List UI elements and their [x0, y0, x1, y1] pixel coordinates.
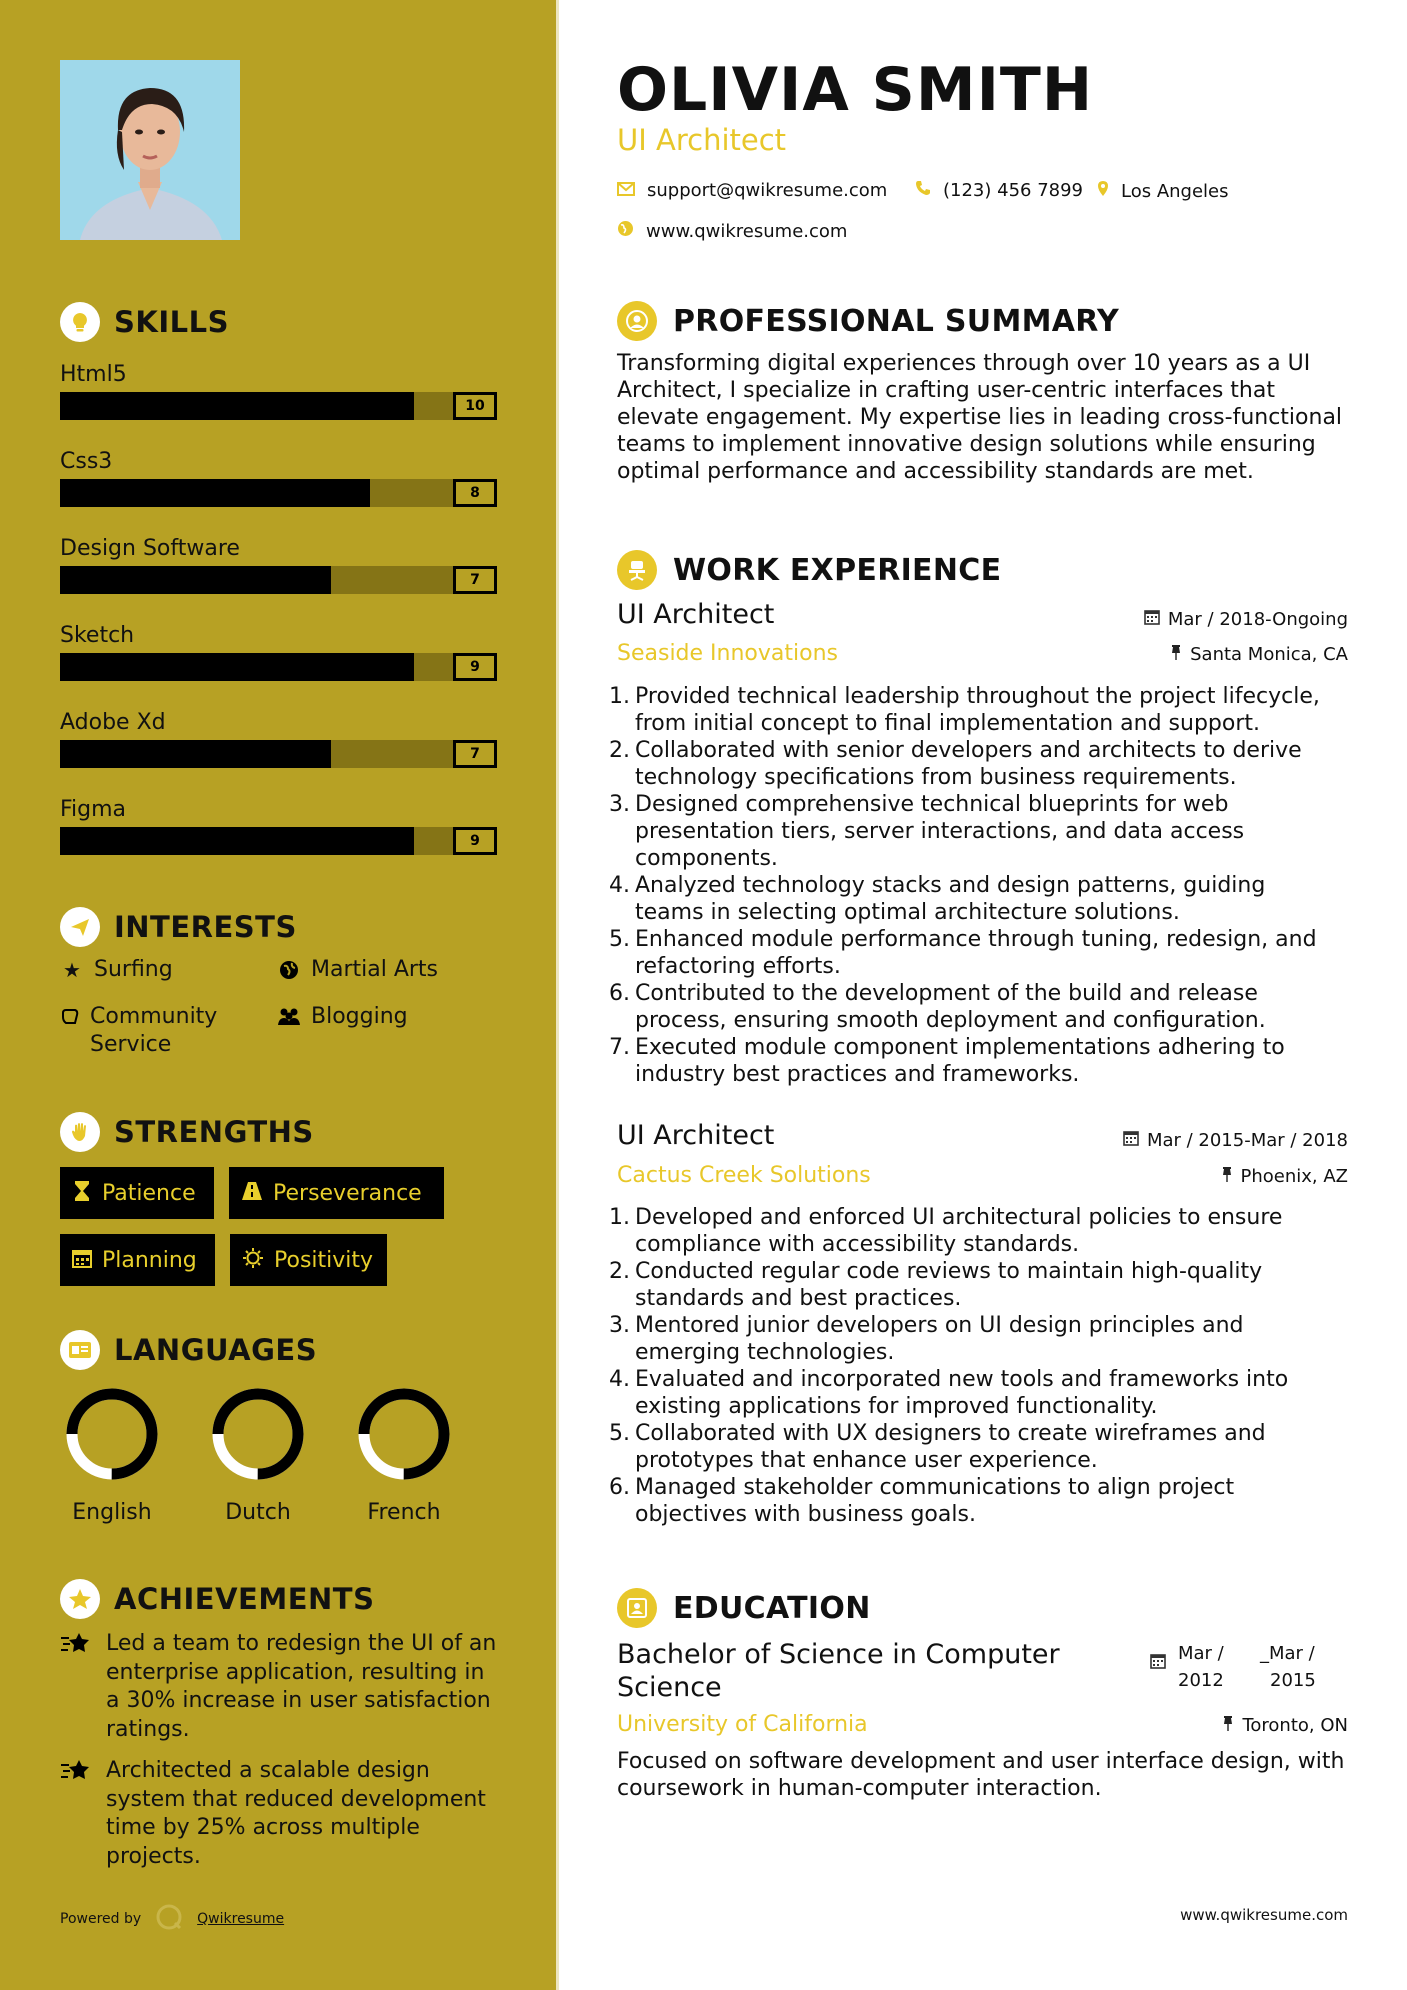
strength-label: Patience: [102, 1180, 196, 1206]
bullet-line: objectives with business goals.: [635, 1502, 976, 1527]
candidate-name: OLIVIA SMITH: [617, 55, 1094, 125]
globe-icon: [617, 220, 634, 242]
interest-community-service: [60, 1003, 260, 1059]
language-ring: [358, 1388, 450, 1480]
skill-bar: [60, 392, 497, 420]
skill-level: 10: [453, 392, 497, 420]
bullet-line: teams in selecting optimal architecture solutions.: [635, 900, 1180, 925]
skill-level: 7: [453, 740, 497, 768]
degree-title: [617, 1638, 1060, 1704]
bullet-line: compliance with accessibility standards.: [635, 1232, 1080, 1257]
bullet-text: [635, 1366, 1288, 1420]
bullet-line: emerging technologies.: [635, 1340, 895, 1365]
languages-heading: [60, 1330, 317, 1370]
edu-end-date: [1260, 1640, 1316, 1694]
skill-bar: [60, 653, 497, 681]
bullet-number: 2.: [609, 738, 630, 763]
achievements-heading: [60, 1579, 374, 1619]
id-card-icon: [60, 1330, 100, 1370]
paper-plane-icon: [60, 907, 100, 947]
bullet-line: components.: [635, 846, 778, 871]
office-chair-icon: [617, 550, 657, 590]
bullet-text: [635, 1258, 1262, 1312]
skill-bar-fill: [60, 740, 331, 768]
phone-icon: [915, 180, 931, 201]
school-location: [1222, 1715, 1348, 1736]
bullet-text: [635, 1474, 1234, 1528]
skill-bar: [60, 740, 497, 768]
bullet-line: Provided technical leadership throughout the project lifecycle,: [635, 684, 1320, 709]
bullet-number: 3.: [609, 1313, 630, 1338]
interests-title: INTERESTS: [114, 910, 297, 944]
degree-line: Science: [617, 1672, 722, 1703]
calendar-icon: [72, 1248, 92, 1273]
interest-label: Surfing: [94, 957, 173, 982]
bullet-number: 7.: [609, 1035, 630, 1060]
job-company: Cactus Creek Solutions: [617, 1163, 871, 1188]
bullet-text: [635, 1204, 1282, 1258]
school-location-text: Toronto, ON: [1242, 1715, 1348, 1736]
skill-bar: [60, 479, 497, 507]
contact-phone: [915, 180, 1083, 201]
achievement-item: [60, 1757, 500, 1871]
calendar-icon: [1144, 609, 1160, 630]
skill-name: Css3: [60, 449, 113, 474]
education-title: EDUCATION: [673, 1590, 871, 1626]
sidebar-divider: [556, 0, 559, 1990]
job-location-text: Phoenix, AZ: [1240, 1166, 1348, 1187]
contact-location: [1097, 180, 1229, 202]
language-name: French: [367, 1500, 441, 1525]
summary-title: PROFESSIONAL SUMMARY: [673, 303, 1120, 339]
job-dates: [1123, 1130, 1348, 1151]
languages-title: LANGUAGES: [114, 1333, 318, 1367]
hourglass-icon: [72, 1180, 92, 1207]
bullet-line: Analyzed technology stacks and design patterns, guiding: [635, 873, 1266, 898]
pushpin-icon: [1170, 644, 1182, 665]
bullet-line: from initial concept to final implementation and support.: [635, 711, 1261, 736]
job-bullet: [609, 683, 1364, 737]
powered-by-label: Powered by: [60, 1911, 142, 1927]
strengths-heading: [60, 1112, 314, 1152]
job-title: UI Architect: [617, 599, 775, 630]
job-bullet: [609, 1204, 1364, 1258]
skill-level: 9: [453, 827, 497, 855]
job-bullet: [609, 1034, 1364, 1088]
skill-level: 7: [453, 566, 497, 594]
job-bullets: [609, 1204, 1364, 1528]
edu-start-year: 2012: [1178, 1670, 1224, 1691]
skill-name: Sketch: [60, 623, 135, 648]
education-heading: [617, 1588, 871, 1628]
map-pin-icon: [1097, 180, 1109, 202]
bullet-line: standards and best practices.: [635, 1286, 962, 1311]
strength-planning: [60, 1234, 215, 1286]
bullet-text: [635, 683, 1320, 737]
bullet-text: [635, 926, 1317, 980]
job-dates: [1144, 609, 1348, 630]
graduate-icon: [617, 1588, 657, 1628]
strength-positivity: [230, 1234, 387, 1286]
job-bullet: [609, 872, 1364, 926]
bullet-text: [635, 791, 1244, 872]
language-name: English: [72, 1500, 152, 1525]
achievement-text: Led a team to redesign the UI of an enterprise application, resulting in a 30% increase in user satisfaction ratings.: [106, 1631, 497, 1742]
bullet-number: 6.: [609, 1475, 630, 1500]
shooting-star-icon: [60, 1630, 92, 1744]
language-ring: [212, 1388, 304, 1480]
interest-surfing: [60, 956, 173, 984]
bullet-line: Executed module component implementations adhering to: [635, 1035, 1285, 1060]
bullet-number: 3.: [609, 792, 630, 817]
job-bullets: [609, 683, 1364, 1088]
candidate-role: UI Architect: [617, 123, 787, 157]
skill-name: Html5: [60, 362, 127, 387]
job-bullet: [609, 1366, 1364, 1420]
pushpin-icon: [1222, 1715, 1234, 1736]
bullet-line: Collaborated with senior developers and architects to derive: [635, 738, 1302, 763]
experience-heading: [617, 550, 1001, 590]
skill-level: 9: [453, 653, 497, 681]
users-icon: [277, 1003, 301, 1031]
interest-label: Martial Arts: [311, 957, 439, 982]
bullet-line: Conducted regular code reviews to maintain high-quality: [635, 1259, 1263, 1284]
skill-name: Adobe Xd: [60, 710, 166, 735]
qwikresume-link[interactable]: Qwikresume: [197, 1911, 285, 1927]
interest-blogging: [277, 1003, 408, 1031]
bullet-line: Collaborated with UX designers to create wireframes and: [635, 1421, 1266, 1446]
edu-end-month: Mar /: [1269, 1643, 1315, 1664]
bullet-number: 5.: [609, 927, 630, 952]
skill-bar-fill: [60, 827, 414, 855]
bullet-line: prototypes that enhance user experience.: [635, 1448, 1098, 1473]
job-location: [1221, 1166, 1349, 1187]
bullet-number: 1.: [609, 684, 630, 709]
bullet-line: existing applications for improved functionality.: [635, 1394, 1158, 1419]
envelope-icon: [617, 181, 635, 201]
bullet-line: industry best practices and frameworks.: [635, 1062, 1080, 1087]
bullet-line: Designed comprehensive technical blueprints for web: [635, 792, 1229, 817]
job-dates-text: Mar / 2015-Mar / 2018: [1146, 1130, 1348, 1151]
star-badge-icon: [60, 1579, 100, 1619]
strength-label: Perseverance: [273, 1180, 422, 1206]
skill-bar-fill: [60, 566, 331, 594]
hand-icon: [60, 1003, 80, 1031]
job-bullet: [609, 791, 1364, 872]
language-ring-center: [78, 1400, 146, 1468]
bullet-text: [635, 872, 1265, 926]
bullet-text: [635, 737, 1302, 791]
job-dates-text: Mar / 2018-Ongoing: [1167, 609, 1348, 630]
language-ring: [66, 1388, 158, 1480]
job-location: [1170, 644, 1348, 665]
language-ring-center: [370, 1400, 438, 1468]
skill-bar-fill: [60, 653, 414, 681]
interest-martial-arts: [277, 956, 438, 984]
bullet-line: technology specifications from business requirements.: [635, 765, 1237, 790]
experience-title: WORK EXPERIENCE: [673, 552, 1002, 588]
bullet-number: 5.: [609, 1421, 630, 1446]
footer-url[interactable]: www.qwikresume.com: [1180, 1906, 1348, 1924]
skill-bar-fill: [60, 479, 370, 507]
edu-end-year: 2015: [1270, 1670, 1316, 1691]
bullet-line: process, ensuring smooth deployment and configuration.: [635, 1008, 1266, 1033]
job-bullet: [609, 980, 1364, 1034]
skills-title: SKILLS: [114, 305, 229, 339]
job-bullet: [609, 1474, 1364, 1528]
calendar-icon: [1123, 1130, 1139, 1151]
interests-heading: [60, 907, 297, 947]
skill-level: 8: [453, 479, 497, 507]
qwikresume-logo-icon: [155, 1903, 183, 1935]
bullet-line: Managed stakeholder communications to align project: [635, 1475, 1235, 1500]
edu-start-month: Mar /: [1178, 1643, 1224, 1664]
contact-website: [617, 220, 847, 242]
education-description: Focused on software development and user interface design, with coursework in human-computer interaction.: [617, 1749, 1345, 1801]
email-text[interactable]: support@qwikresume.com: [647, 180, 888, 201]
strength-label: Planning: [102, 1247, 197, 1273]
phone-text: (123) 456 7899: [943, 180, 1084, 201]
language-ring-center: [224, 1400, 292, 1468]
bullet-number: 1.: [609, 1205, 630, 1230]
bullet-line: Contributed to the development of the build and release: [635, 981, 1258, 1006]
job-bullet: [609, 1312, 1364, 1366]
job-bullet: [609, 1258, 1364, 1312]
road-icon: [241, 1181, 263, 1206]
profile-photo: [60, 60, 240, 240]
bullet-line: Enhanced module performance through tuning, redesign, and: [635, 927, 1317, 952]
strengths-title: STRENGTHS: [114, 1115, 314, 1149]
interest-label: Blogging: [311, 1004, 408, 1029]
achievement-text: Architected a scalable design system that reduced development time by 25% across multiple projects.: [106, 1758, 486, 1869]
bullet-line: Evaluated and incorporated new tools and frameworks into: [635, 1367, 1289, 1392]
bullet-line: presentation tiers, server interactions, and data access: [635, 819, 1245, 844]
achievements-title: ACHIEVEMENTS: [114, 1582, 375, 1616]
job-company: Seaside Innovations: [617, 641, 838, 666]
bullet-text: [635, 980, 1266, 1034]
location-text: Los Angeles: [1121, 180, 1229, 202]
hand-raised-icon: [60, 1112, 100, 1152]
bullet-number: 4.: [609, 873, 630, 898]
pushpin-icon: [1221, 1166, 1233, 1187]
interest-label: Community Service: [90, 1004, 218, 1057]
user-icon: [617, 301, 657, 341]
sun-icon: [242, 1247, 264, 1274]
shooting-star-icon: [60, 1757, 92, 1871]
summary-text: Transforming digital experiences through over 10 years as a UI Architect, I specialize in crafting user-centric interfaces that elevate engagement. My expertise lies in leading cross-functional teams to implement innovative design solutions while ensuring optimal performance and accessibility standards are met.: [617, 351, 1343, 484]
skills-heading: [60, 302, 229, 342]
globe-icon: [277, 956, 301, 984]
achievement-item: [60, 1630, 500, 1744]
skill-name: Design Software: [60, 536, 240, 561]
bullet-line: Developed and enforced UI architectural policies to ensure: [635, 1205, 1283, 1230]
edu-start-date: [1178, 1640, 1224, 1694]
bullet-text: [635, 1420, 1266, 1474]
job-title: UI Architect: [617, 1120, 775, 1151]
job-bullet: [609, 737, 1364, 791]
star-icon: ★: [63, 958, 81, 982]
bullet-text: [635, 1034, 1285, 1088]
strength-label: Positivity: [274, 1247, 374, 1273]
summary-heading: [617, 301, 1119, 341]
school-name: University of California: [617, 1712, 868, 1737]
bullet-text: [635, 1312, 1244, 1366]
language-name: Dutch: [225, 1500, 291, 1525]
skill-bar: [60, 827, 497, 855]
lightbulb-icon: [60, 302, 100, 342]
skill-bar: [60, 566, 497, 594]
skill-name: Figma: [60, 797, 127, 822]
strength-patience: [60, 1167, 214, 1219]
bullet-number: 6.: [609, 981, 630, 1006]
powered-by: [60, 1903, 284, 1935]
website-link[interactable]: www.qwikresume.com: [646, 220, 848, 242]
bullet-number: 2.: [609, 1259, 630, 1284]
bullet-number: 4.: [609, 1367, 630, 1392]
contact-email: [617, 180, 887, 201]
job-location-text: Santa Monica, CA: [1190, 644, 1348, 665]
degree-line: Bachelor of Science in Computer: [617, 1639, 1060, 1670]
strength-perseverance: [229, 1167, 444, 1219]
edu-end-month-wrap: _Mar /: [1260, 1643, 1315, 1664]
skill-bar-fill: [60, 392, 414, 420]
job-bullet: [609, 926, 1364, 980]
calendar-icon: [1150, 1653, 1166, 1673]
job-bullet: [609, 1420, 1364, 1474]
bullet-line: Mentored junior developers on UI design principles and: [635, 1313, 1244, 1338]
bullet-line: refactoring efforts.: [635, 954, 841, 979]
